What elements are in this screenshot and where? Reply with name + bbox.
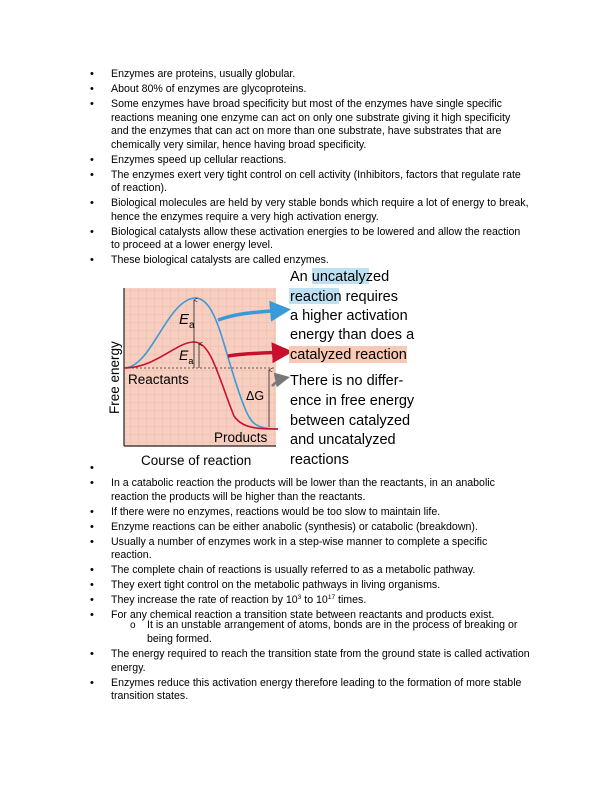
sub-list-item: o It is an unstable arrangement of atoms, bonds are in the process of breaking or being formed. bbox=[130, 619, 530, 646]
list-item: • Enzymes reduce this activation energy therefore leading to the formation of more stable transition states. bbox=[90, 677, 530, 704]
caption-delta-g bbox=[290, 373, 415, 468]
bullet-list-top bbox=[90, 68, 530, 269]
list-item: • These biological catalysts are called enzymes. bbox=[90, 254, 530, 268]
y-axis-label: Free energy bbox=[107, 341, 122, 414]
list-item: • The energy required to reach the transition state from the ground state is called activation energy. bbox=[90, 648, 530, 675]
list-item: • About 80% of enzymes are glycoproteins. bbox=[90, 83, 530, 97]
list-item: • Enzymes are proteins, usually globular. bbox=[90, 68, 530, 82]
list-item: • If there were no enzymes, reactions would be too slow to maintain life. bbox=[90, 506, 530, 520]
svg-text:reactions: reactions bbox=[290, 452, 349, 468]
free-energy-figure bbox=[106, 266, 436, 474]
svg-text:catalyzed reaction: catalyzed reaction bbox=[290, 347, 407, 363]
list-item-rate: • They increase the rate of reaction by $10^3$ to $10^{17}$ times. bbox=[90, 594, 530, 608]
sub-bullet-list bbox=[130, 619, 530, 646]
svg-text:reaction requires: reaction requires bbox=[290, 289, 398, 305]
ea-catalyzed-label: $E_a$ bbox=[179, 347, 194, 366]
bullet-list-end bbox=[90, 648, 530, 705]
svg-text:and uncatalyzed: and uncatalyzed bbox=[290, 432, 396, 448]
list-item: • They exert tight control on the metabolic pathways in living organisms. bbox=[90, 579, 530, 593]
products-label: Products bbox=[214, 430, 268, 445]
svg-text:a higher activation: a higher activation bbox=[290, 308, 408, 324]
caption-uncatalyzed bbox=[290, 269, 415, 363]
list-item: • Some enzymes have broad specificity but most of the enzymes have single specific reactions meaning one enzyme can act on only one substrate giving it high specificity and the enzymes that can act on more than one substrate, have substrates that are chemically very similar, hence having broad specificity. bbox=[90, 98, 530, 152]
list-item: • For any chemical reaction a transition state between reactants and products exist. bbox=[90, 609, 530, 623]
svg-text:There is no differ-: There is no differ- bbox=[290, 373, 404, 389]
reactants-label: Reactants bbox=[128, 372, 189, 387]
list-item: • In a catabolic reaction the products will be lower than the reactants, in an anabolic reaction the products will be higher than the reactants. bbox=[90, 477, 530, 504]
svg-text:An uncatalyzed: An uncatalyzed bbox=[290, 269, 390, 285]
list-item: • Biological catalysts allow these activation energies to be lowered and allow the reaction to proceed at a lower energy level. bbox=[90, 226, 530, 253]
list-item: • Usually a number of enzymes work in a step-wise manner to complete a specific reaction. bbox=[90, 536, 530, 563]
figure-bullet: • bbox=[90, 462, 94, 474]
x-axis-label: Course of reaction bbox=[141, 453, 252, 468]
delta-g-label: ΔG bbox=[246, 389, 265, 403]
list-item: • The complete chain of reactions is usually referred to as a metabolic pathway. bbox=[90, 564, 530, 578]
list-item: • Enzymes speed up cellular reactions. bbox=[90, 154, 530, 168]
svg-text:ence in free energy: ence in free energy bbox=[290, 393, 415, 409]
list-item: • The enzymes exert very tight control on cell activity (Inhibitors, factors that regulate rate of reaction). bbox=[90, 169, 530, 196]
bullet-list-bottom bbox=[90, 477, 530, 624]
list-item: • Biological molecules are held by very stable bonds which require a lot of energy to break, hence the enzymes require a very high activation energy. bbox=[90, 197, 530, 224]
ea-uncatalyzed-label: $E_a$ bbox=[179, 311, 195, 331]
svg-text:between catalyzed: between catalyzed bbox=[290, 413, 411, 429]
svg-text:energy than does a: energy than does a bbox=[290, 327, 415, 343]
list-item: • Enzyme reactions can be either anabolic (synthesis) or catabolic (breakdown). bbox=[90, 521, 530, 535]
